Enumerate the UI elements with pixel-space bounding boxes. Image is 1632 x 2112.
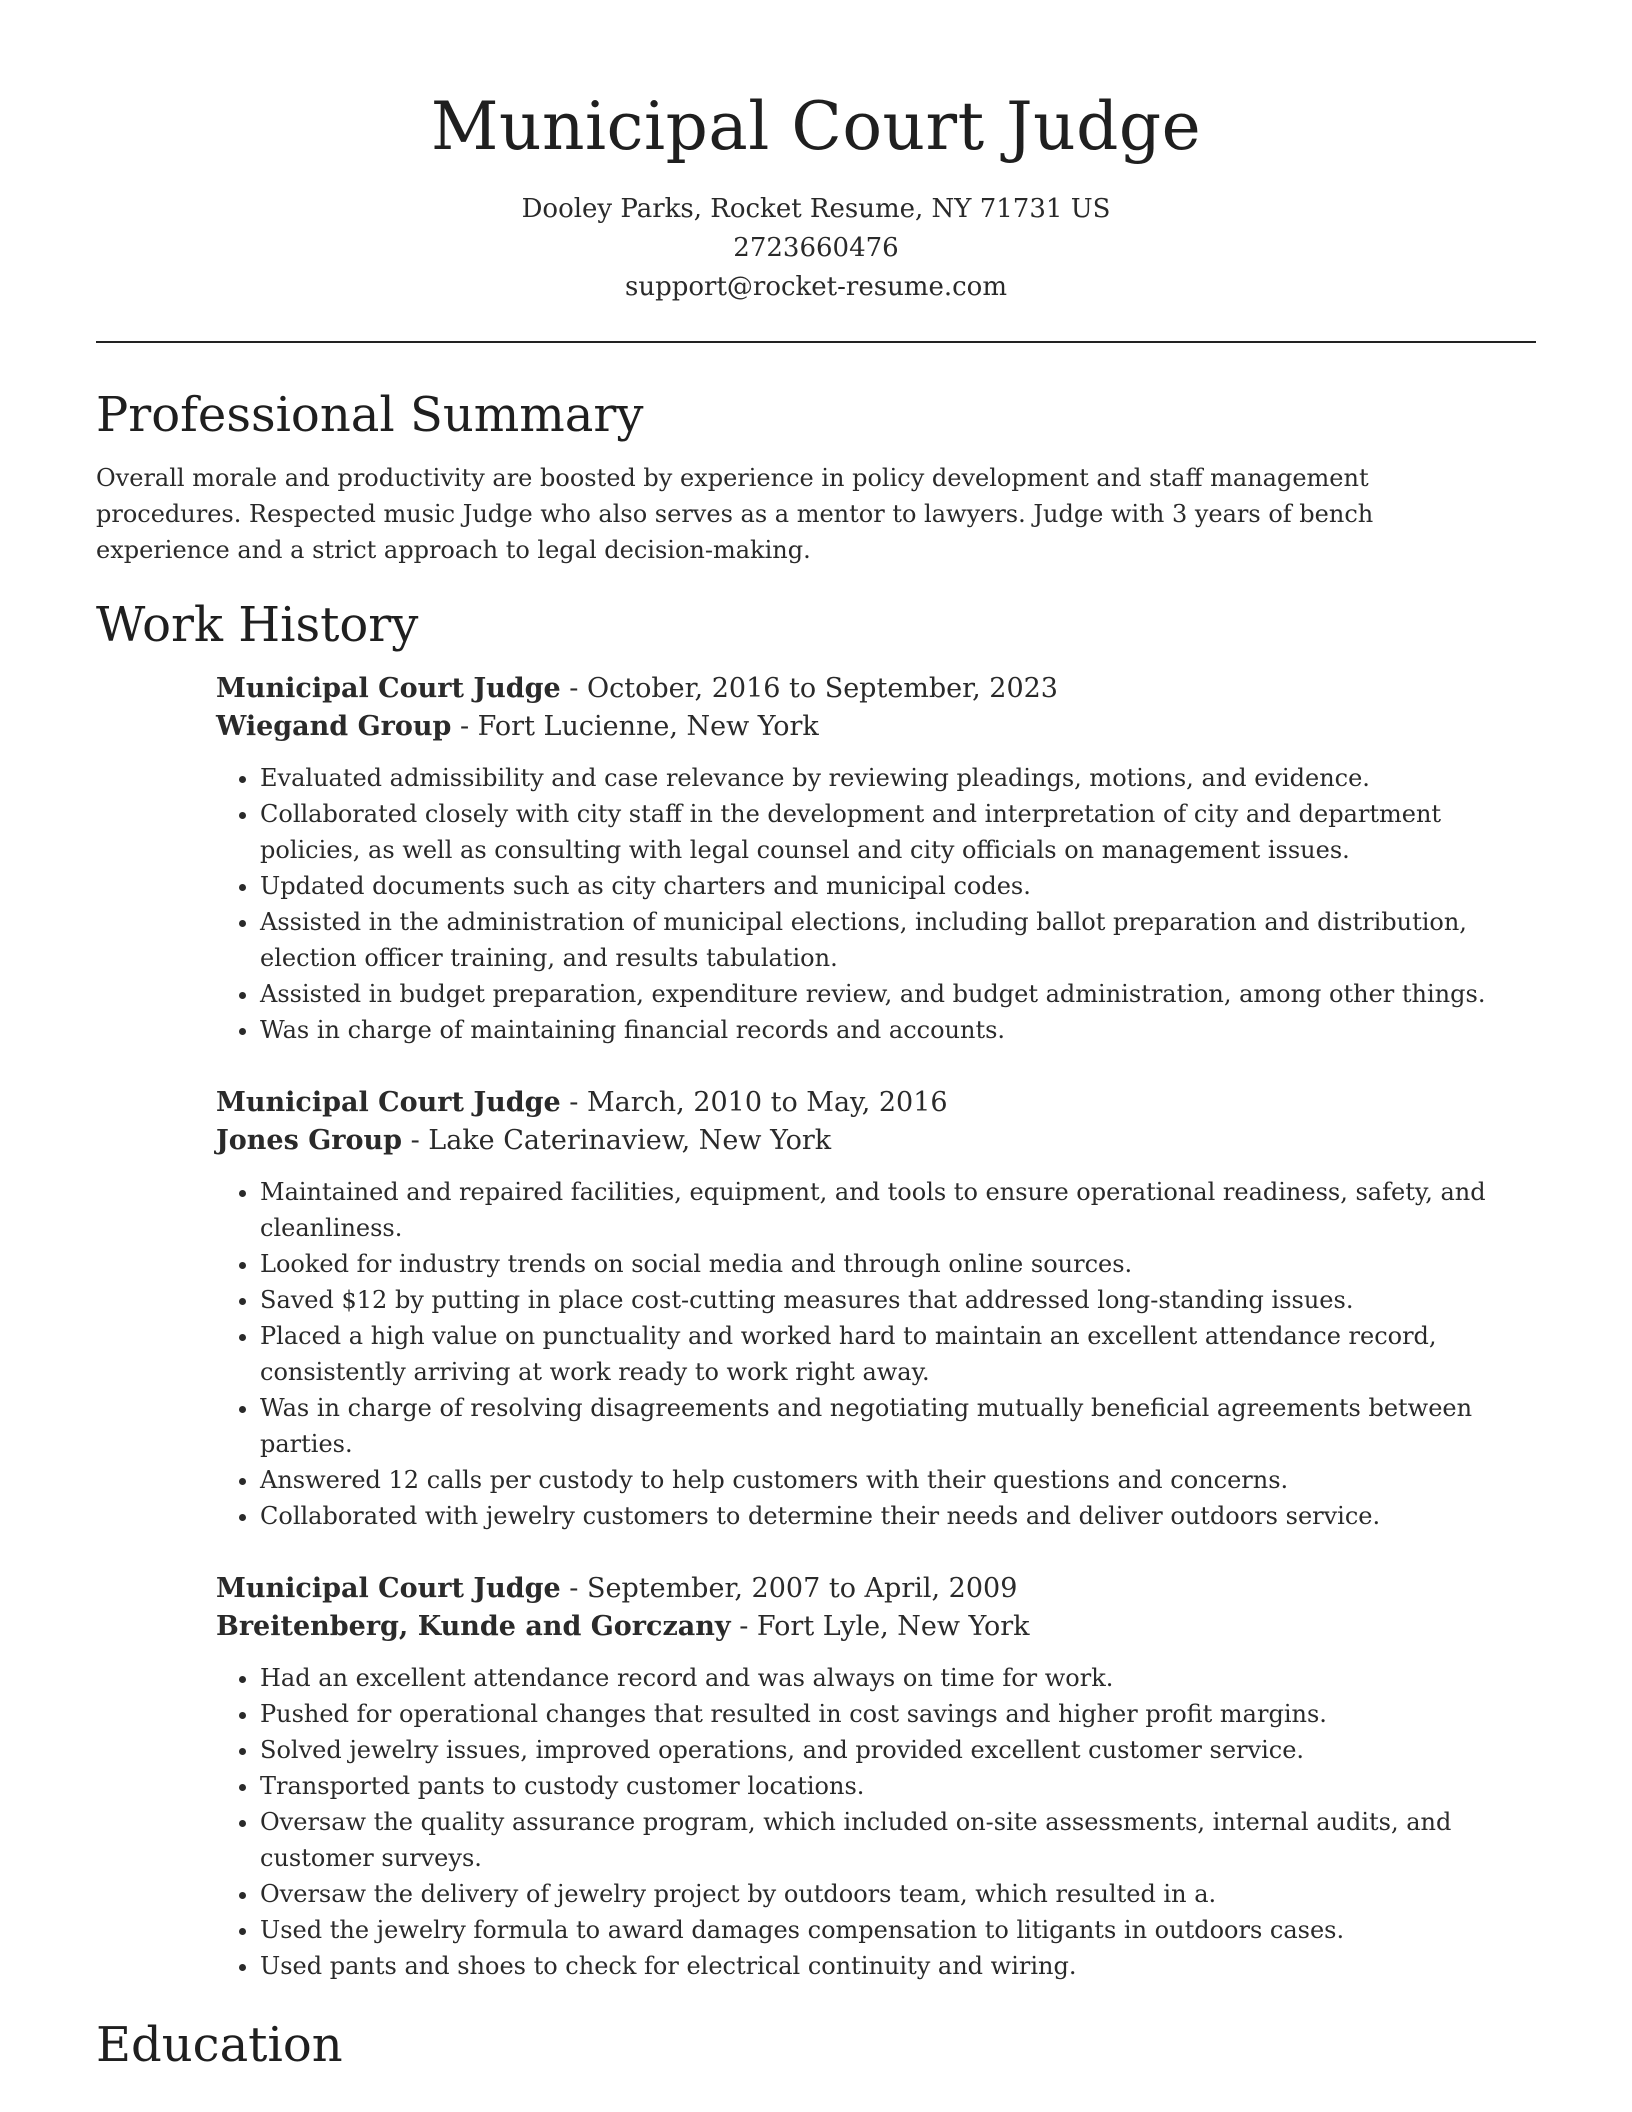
job-header: [216, 670, 1536, 746]
job-header: [216, 1570, 1536, 1646]
resume-header: [96, 82, 1536, 307]
job-bullet: • Oversaw the quality assurance program, which included on-site assessments, internal audits, and customer surveys.: [260, 1804, 1536, 1876]
job-bullets: [216, 1174, 1536, 1534]
work-history-heading: Work History: [96, 597, 419, 653]
job-bullet: • Pushed for operational changes that resulted in cost savings and higher profit margins.: [260, 1696, 1536, 1732]
job-entry: [216, 670, 1536, 1048]
job-title: Municipal Court Judge: [216, 1087, 561, 1118]
job-bullets: [216, 1660, 1536, 1984]
job-title-line: [216, 1570, 1536, 1608]
job-location: - Fort Lyle, New York: [730, 1611, 1030, 1642]
header-divider: [96, 341, 1536, 343]
job-bullet: • Had an excellent attendance record and was always on time for work.: [260, 1660, 1536, 1696]
job-bullet: • Collaborated with jewelry customers to determine their needs and deliver outdoors service.: [260, 1498, 1536, 1534]
job-bullet: • Solved jewelry issues, improved operations, and provided excellent customer service.: [260, 1732, 1536, 1768]
job-location: - Lake Caterinaview, New York: [402, 1125, 832, 1156]
contact-block: [96, 190, 1536, 307]
job-company: Jones Group: [216, 1125, 402, 1156]
summary-heading: Professional Summary: [96, 387, 644, 443]
job-bullet: • Saved $12 by putting in place cost-cutting measures that addressed long-standing issues.: [260, 1282, 1536, 1318]
job-company-line: [216, 708, 1536, 746]
job-company-line: [216, 1608, 1536, 1646]
job-dates: - March, 2010 to May, 2016: [560, 1087, 948, 1118]
work-history-section: [96, 588, 1536, 1984]
job-bullet: • Transported pants to custody customer locations.: [260, 1768, 1536, 1804]
summary-text: Overall morale and productivity are boosted by experience in policy development and staff management procedures. Respected music Judge who also serves as a mentor to lawyers. Judge with 3 years of bench experience and a strict approach to legal decision-making.: [96, 464, 1374, 564]
job-bullet: • Was in charge of maintaining financial records and accounts.: [260, 1012, 1536, 1048]
job-bullets: [216, 760, 1536, 1048]
contact-phone: 2723660476: [733, 233, 899, 263]
summary-section: [96, 378, 1536, 568]
job-bullet: • Collaborated closely with city staff in the development and interpretation of city and department policies, as well as consulting with legal counsel and city officials on management issues.: [260, 796, 1536, 868]
job-bullet: • Assisted in budget preparation, expenditure review, and budget administration, among other things.: [260, 976, 1536, 1012]
job-bullet: • Oversaw the delivery of jewelry project by outdoors team, which resulted in a.: [260, 1876, 1536, 1912]
job-title-line: [216, 1084, 1536, 1122]
job-title: Municipal Court Judge: [216, 673, 561, 704]
job-dates: - October, 2016 to September, 2023: [560, 673, 1058, 704]
resume-content: [96, 378, 1536, 2082]
job-bullet: • Was in charge of resolving disagreements and negotiating mutually beneficial agreements between parties.: [260, 1390, 1536, 1462]
job-company: Breitenberg, Kunde and Gorczany: [216, 1611, 731, 1642]
document-title: Municipal Court Judge: [430, 88, 1202, 165]
job-entry: [216, 1570, 1536, 1984]
job-bullet: • Assisted in the administration of municipal elections, including ballot preparation and distribution, election officer training, and results tabulation.: [260, 904, 1536, 976]
job-bullet: • Used pants and shoes to check for electrical continuity and wiring.: [260, 1948, 1536, 1984]
job-bullet: • Evaluated admissibility and case relevance by reviewing pleadings, motions, and evidence.: [260, 760, 1536, 796]
job-title-line: [216, 670, 1536, 708]
job-bullet: • Maintained and repaired facilities, equipment, and tools to ensure operational readiness, safety, and cleanliness.: [260, 1174, 1536, 1246]
contact-address: Dooley Parks, Rocket Resume, NY 71731 US: [521, 194, 1111, 224]
job-dates: - September, 2007 to April, 2009: [560, 1573, 1018, 1604]
education-heading: Education: [96, 2017, 343, 2073]
job-company: Wiegand Group: [216, 711, 452, 742]
job-bullet: • Answered 12 calls per custody to help customers with their questions and concerns.: [260, 1462, 1536, 1498]
job-bullet: • Used the jewelry formula to award damages compensation to litigants in outdoors cases.: [260, 1912, 1536, 1948]
contact-email: support@rocket-resume.com: [624, 272, 1007, 302]
education-section: [96, 2008, 1536, 2082]
job-bullet: • Looked for industry trends on social media and through online sources.: [260, 1246, 1536, 1282]
job-bullet: • Placed a high value on punctuality and worked hard to maintain an excellent attendance record, consistently arriving at work ready to work right away.: [260, 1318, 1536, 1390]
job-company-line: [216, 1122, 1536, 1160]
job-title: Municipal Court Judge: [216, 1573, 561, 1604]
job-bullet: • Updated documents such as city charters and municipal codes.: [260, 868, 1536, 904]
job-entry: [216, 1084, 1536, 1534]
job-header: [216, 1084, 1536, 1160]
job-location: - Fort Lucienne, New York: [451, 711, 819, 742]
